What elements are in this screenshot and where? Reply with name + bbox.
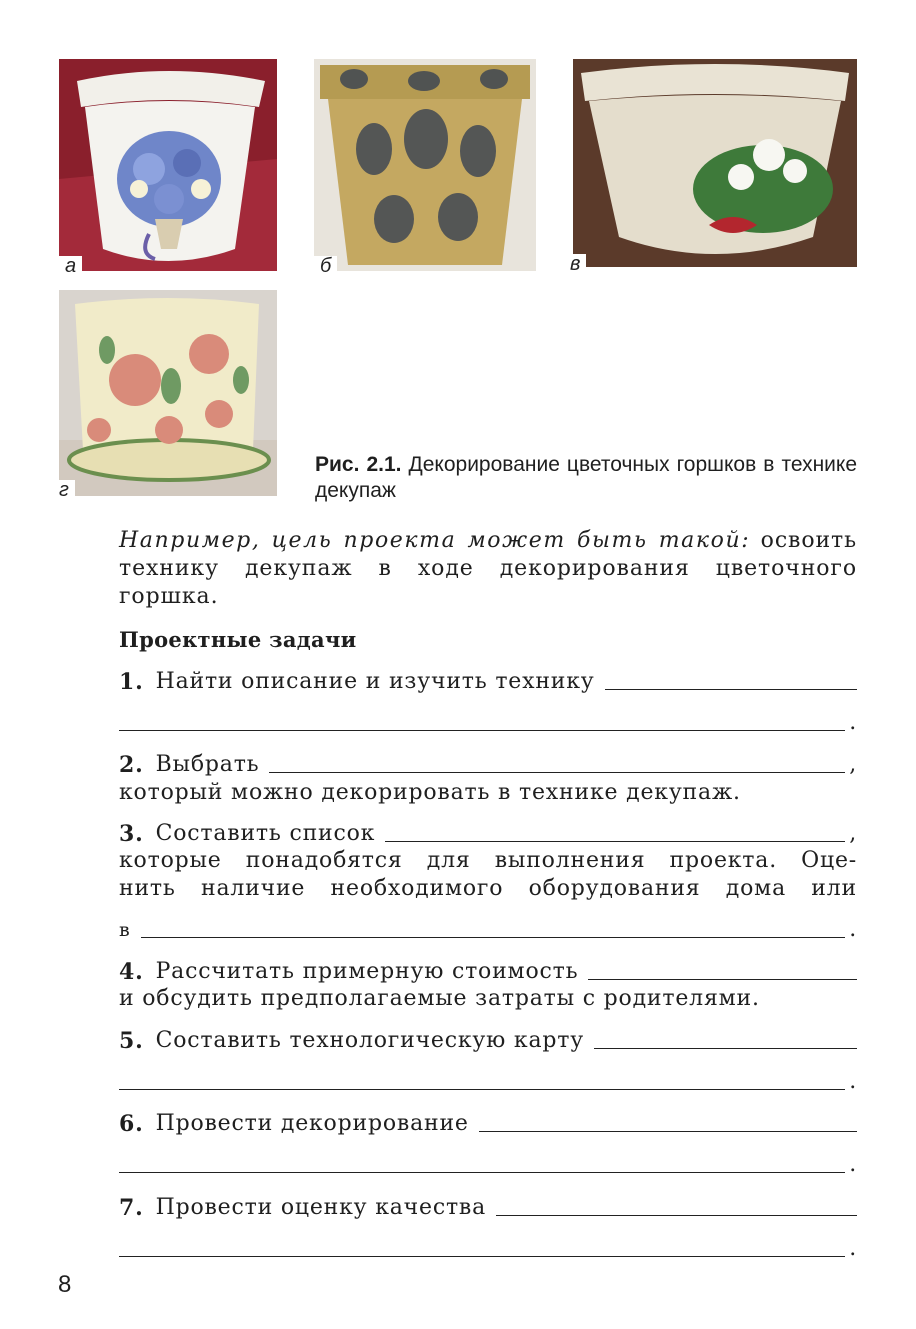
pot-roses-image (59, 290, 277, 496)
answer-blank[interactable] (385, 841, 845, 842)
task-number: 4. (119, 959, 144, 985)
goal-text: освоить технику декупаж в ходе декорирования цветочного горшка. (119, 528, 857, 609)
period-mark: . (849, 1069, 857, 1094)
period-mark: . (849, 1152, 857, 1177)
task-6-continuation (119, 1150, 857, 1180)
answer-blank[interactable] (269, 772, 845, 773)
task-2 (119, 750, 857, 780)
answer-blank[interactable] (605, 689, 857, 690)
answer-blank[interactable] (141, 937, 846, 938)
panel-letter-v: в (564, 254, 586, 274)
pot-gold-damask-image (314, 59, 536, 271)
panel-letter-b: б (314, 256, 337, 276)
pot-white-bouquet-image (573, 59, 857, 267)
comma-mark: , (849, 752, 857, 777)
answer-blank[interactable] (119, 1256, 845, 1257)
task-number: 7. (119, 1195, 144, 1221)
task-1 (119, 667, 857, 697)
panel-letter-g: г (53, 480, 75, 500)
task-4-continuation: и обсудить предполагаемые затраты с родителями. (119, 986, 760, 1011)
answer-blank[interactable] (588, 979, 857, 980)
task-3-continuation-1: которые понадобятся для выполнения проекта. Оце- (119, 848, 857, 873)
task-text: Провести оценку качества (155, 1195, 487, 1220)
task-2-continuation: который можно декорировать в технике декупаж. (119, 780, 741, 805)
task-number: 6. (119, 1111, 144, 1137)
task-text: Составить список (155, 821, 376, 846)
answer-blank[interactable] (496, 1215, 857, 1216)
task-7-continuation (119, 1234, 857, 1264)
task-number: 1. (119, 669, 144, 695)
task-3-continuation-2: нить наличие необходимого оборудования дома или (119, 876, 857, 901)
task-text: в (119, 919, 131, 941)
task-text: Выбрать (155, 752, 260, 777)
figure-caption-label: Рис. 2.1. (315, 453, 402, 476)
goal-intro: Например, цель проекта может быть такой: (119, 528, 751, 553)
section-heading: Проектные задачи (119, 627, 357, 652)
task-number: 5. (119, 1028, 144, 1054)
answer-blank[interactable] (119, 1172, 845, 1173)
answer-blank[interactable] (119, 1089, 845, 1090)
task-5-continuation (119, 1067, 857, 1097)
project-goal-paragraph (119, 527, 857, 611)
period-mark: . (849, 917, 857, 942)
task-6 (119, 1109, 857, 1139)
answer-blank[interactable] (479, 1131, 857, 1132)
task-5 (119, 1026, 857, 1056)
figure-caption-text: Декорирование цветочных горшков в технике декупаж (315, 453, 857, 502)
panel-letter-a: а (59, 256, 82, 276)
task-text: Провести декорирование (155, 1111, 469, 1136)
page-number: 8 (58, 1271, 72, 1298)
task-number: 3. (119, 821, 144, 847)
task-text: Найти описание и изучить технику (155, 669, 595, 694)
pot-blue-flowers-image (59, 59, 277, 271)
task-text: Составить технологическую карту (155, 1028, 584, 1053)
period-mark: . (849, 710, 857, 735)
task-1-continuation (119, 708, 857, 738)
task-3 (119, 819, 857, 849)
task-7 (119, 1193, 857, 1223)
comma-mark: , (849, 821, 857, 846)
task-4 (119, 957, 857, 987)
answer-blank[interactable] (594, 1048, 857, 1049)
task-number: 2. (119, 752, 144, 778)
task-3-continuation-3 (119, 915, 857, 945)
figure-caption (315, 452, 857, 504)
task-text: Рассчитать примерную стоимость (155, 959, 579, 984)
answer-blank[interactable] (119, 730, 845, 731)
period-mark: . (849, 1236, 857, 1261)
